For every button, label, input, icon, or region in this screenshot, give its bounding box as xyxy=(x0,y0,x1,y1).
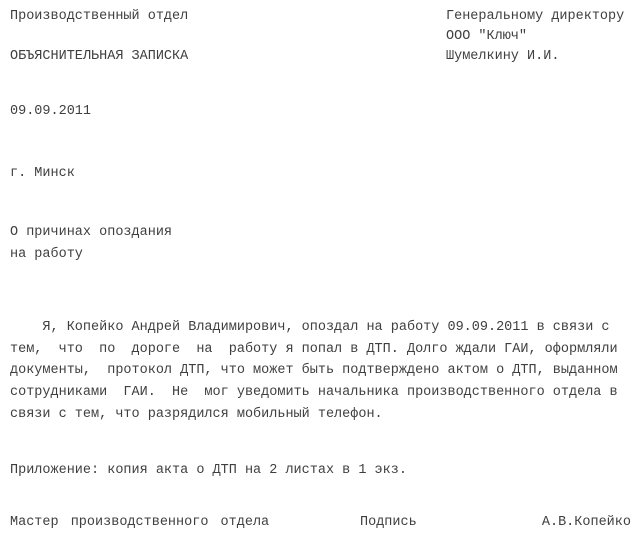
document-date: 09.09.2011 xyxy=(10,104,92,119)
signature-row xyxy=(10,513,631,533)
document-subject xyxy=(10,222,172,266)
body-line: Я, Копейко Андрей Владимирович, опоздал на работу 09.09.2011 в связи с xyxy=(10,320,610,335)
signature-role: Мастер производственного отдела xyxy=(10,515,270,530)
addressee-name-line: Шумелкину И.И. xyxy=(446,49,560,64)
subject-line-2: на работу xyxy=(10,247,83,262)
signature-name: А.В.Копейко xyxy=(541,515,631,530)
doc-type-title: ОБЪЯСНИТЕЛЬНАЯ ЗАПИСКА xyxy=(10,49,189,64)
body-line: тем, что по дороге на работу я попал в ДТП. Долго ждали ГАИ, оформляли xyxy=(10,341,618,357)
addressee-title-line: Генеральному директору xyxy=(446,9,625,24)
attachment-line: Приложение: копия акта о ДТП на 2 листах в 1 экз. xyxy=(10,463,407,478)
document-body xyxy=(10,317,632,426)
document-header xyxy=(10,7,630,67)
department-line: Производственный отдел xyxy=(10,9,189,24)
header-left-column xyxy=(10,7,188,67)
body-line: сотрудниками ГАИ. Не мог уведомить начальника производственного отдела в xyxy=(10,385,618,401)
body-line: связи с тем, что разрядился мобильный телефон. xyxy=(10,406,383,422)
subject-line-1: О причинах опоздания xyxy=(10,225,173,240)
signature-label: Подпись xyxy=(360,515,417,530)
body-line: документы, протокол ДТП, что может быть подтверждено актом о ДТП, выданном xyxy=(10,363,618,379)
document-city: г. Минск xyxy=(10,166,75,181)
header-right-column xyxy=(446,7,624,67)
header-spacer xyxy=(10,27,188,47)
company-line: ООО "Ключ" xyxy=(446,29,528,44)
